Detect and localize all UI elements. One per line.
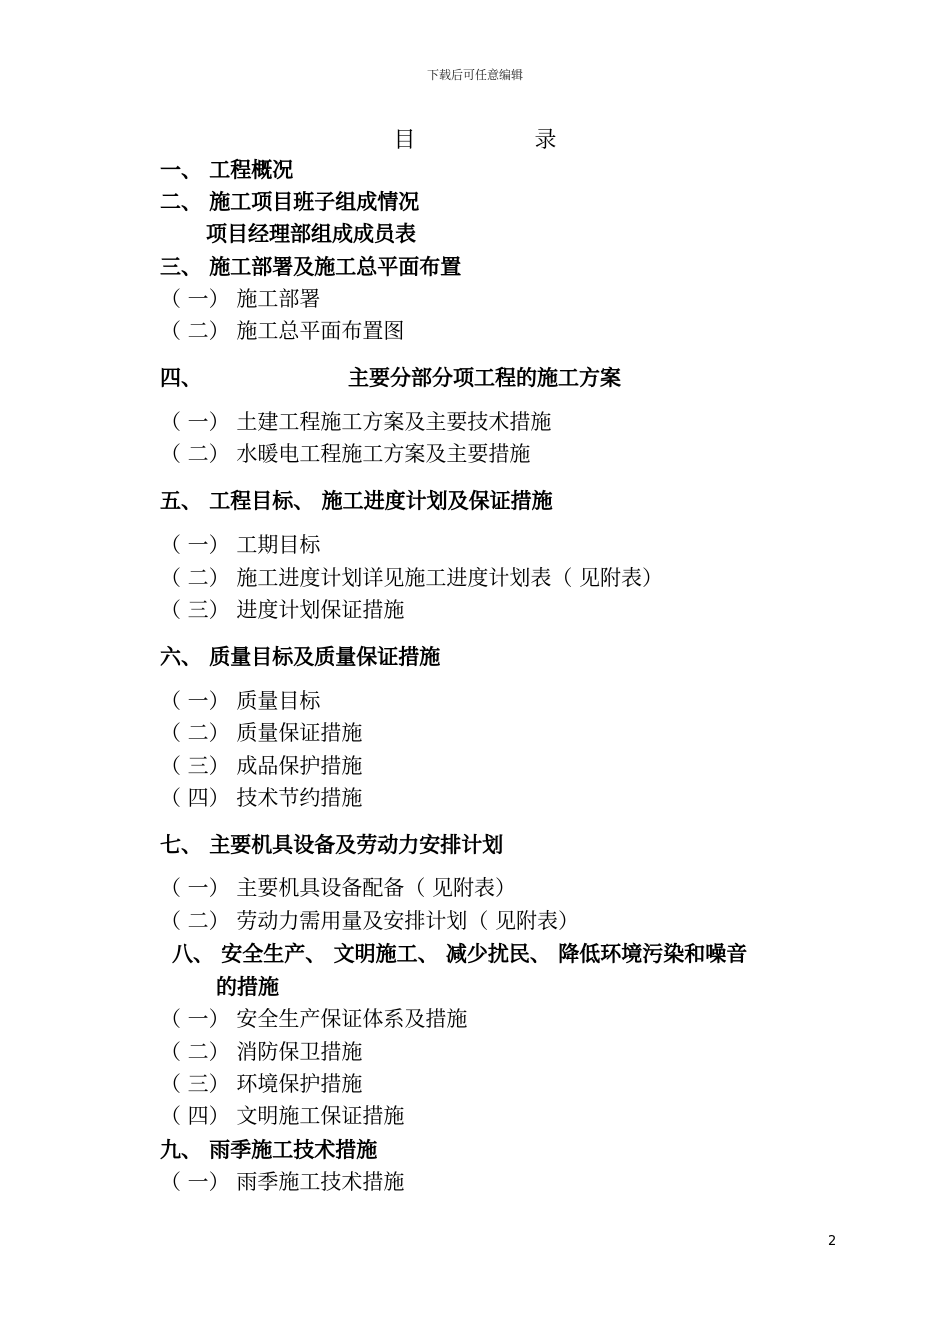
- toc-item-6-4: （ 四） 技术节约措施: [160, 786, 363, 810]
- toc-item-4-2: （ 二） 水暖电工程施工方案及主要措施: [160, 442, 531, 466]
- toc-section-6: 六、 质量目标及质量保证措施: [160, 645, 441, 669]
- toc-section-8: 八、 安全生产、 文明施工、 减少扰民、 降低环境污染和噪音: [172, 942, 748, 966]
- toc-item-8-3: （ 三） 环境保护措施: [160, 1072, 363, 1096]
- toc-item-4-1: （ 一） 土建工程施工方案及主要技术措施: [160, 410, 552, 434]
- toc-section-4-title: 主要分部分项工程的施工方案: [348, 366, 621, 390]
- toc-section-5: 五、 工程目标、 施工进度计划及保证措施: [160, 489, 553, 513]
- page-number: 2: [828, 1234, 837, 1249]
- toc-item-7-1: （ 一） 主要机具设备配备（ 见附表）: [160, 876, 517, 900]
- toc-section-9: 九、 雨季施工技术措施: [160, 1138, 378, 1162]
- toc-section-8-continued: 的措施: [216, 975, 279, 999]
- toc-item-5-1: （ 一） 工期目标: [160, 533, 321, 557]
- toc-section-1: 一、 工程概况: [160, 158, 294, 182]
- toc-item-8-4: （ 四） 文明施工保证措施: [160, 1104, 405, 1128]
- toc-section-2: 二、 施工项目班子组成情况: [160, 190, 420, 214]
- toc-title: 目 录: [393, 128, 613, 153]
- toc-item-6-2: （ 二） 质量保证措施: [160, 721, 363, 745]
- toc-section-4-number: 四、: [160, 366, 202, 390]
- toc-section-2-sub: 项目经理部组成成员表: [206, 222, 416, 246]
- toc-item-9-1: （ 一） 雨季施工技术措施: [160, 1170, 405, 1194]
- toc-item-8-2: （ 二） 消防保卫措施: [160, 1040, 363, 1064]
- toc-item-5-2: （ 二） 施工进度计划详见施工进度计划表（ 见附表）: [160, 566, 664, 590]
- toc-item-6-1: （ 一） 质量目标: [160, 689, 321, 713]
- page-header: 下载后可任意编辑: [426, 68, 523, 82]
- toc-item-3-1: （ 一） 施工部署: [160, 287, 321, 311]
- toc-item-3-2: （ 二） 施工总平面布置图: [160, 319, 405, 343]
- toc-item-8-1: （ 一） 安全生产保证体系及措施: [160, 1007, 468, 1031]
- toc-item-5-3: （ 三） 进度计划保证措施: [160, 598, 405, 622]
- toc-section-3: 三、 施工部署及施工总平面布置: [160, 255, 462, 279]
- toc-item-6-3: （ 三） 成品保护措施: [160, 754, 363, 778]
- toc-item-7-2: （ 二） 劳动力需用量及安排计划（ 见附表）: [160, 909, 580, 933]
- toc-section-7: 七、 主要机具设备及劳动力安排计划: [160, 833, 504, 857]
